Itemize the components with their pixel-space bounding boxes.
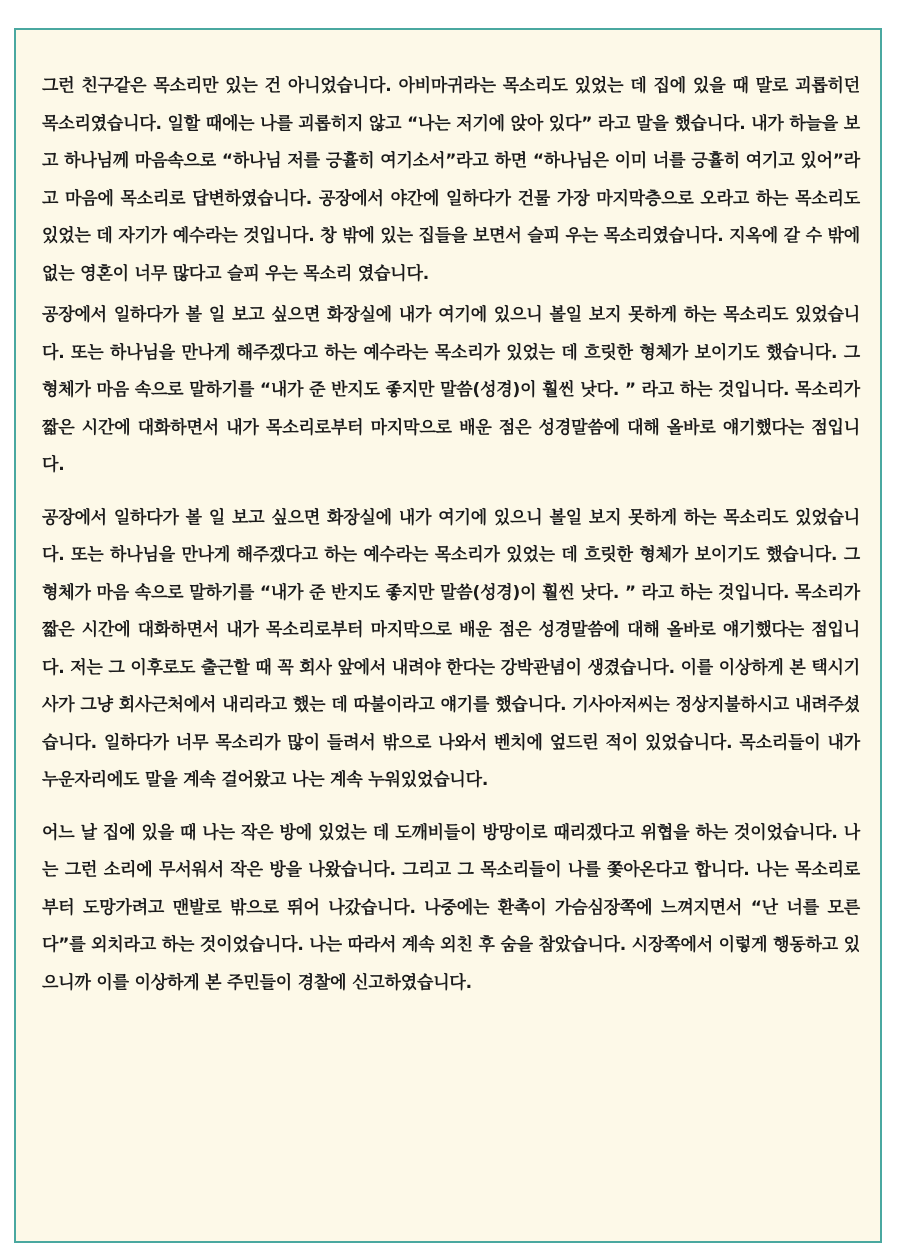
paragraph-4: 어느 날 집에 있을 때 나는 작은 방에 있었는 데 도깨비들이 방망이로 때리겠다고 위협을 하는 것이었습니다. 나는 그런 소리에 무서워서 작은 방을 나왔습니다. 그리고 그 목소리들이 나를 쫓아온다고 합니다. 나는 목소리로부터 도망가려고 맨발로 밖으로 뛰어 나갔습니다. 나중에는 환촉이 가슴심장쪽에 느껴지면서 “난 너를 모른다”를 외치라고 하는 것이었습니다. 나는 따라서 계속 외친 후 숨을 참았습니다. 시장쪽에서 이렇게 행동하고 있으니까 이를 이상하게 본 주민들이 경찰에 신고하였습니다. [42, 822, 860, 993]
paragraph-2: 공장에서 일하다가 볼 일 보고 싶으면 화장실에 내가 여기에 있으니 볼일 보지 못하게 하는 목소리도 있었습니다. 또는 하나님을 만나게 해주겠다고 하는 예수라는 목소리가 있었는 데 흐릿한 형체가 보이기도 했습니다. 그 형체가 마음 속으로 말하기를 “내가 준 반지도 좋지만 말씀(성경)이 훨씬 낫다. ” 라고 하는 것입니다. 목소리가 짧은 시간에 대화하면서 내가 목소리로부터 마지막으로 배운 점은 성경말씀에 대해 올바로 얘기했다는 점입니다. [42, 305, 860, 475]
page-frame [14, 28, 882, 1243]
paragraph-3: 공장에서 일하다가 볼 일 보고 싶으면 화장실에 내가 여기에 있으니 볼일 보지 못하게 하는 목소리도 있었습니다. 또는 하나님을 만나게 해주겠다고 하는 예수라는 목소리가 있었는 데 흐릿한 형체가 보이기도 했습니다. 그 형체가 마음 속으로 말하기를 “내가 준 반지도 좋지만 말씀(성경)이 훨씬 낫다. ” 라고 하는 것입니다. 목소리가 짧은 시간에 대화하면서 내가 목소리로부터 마지막으로 배운 점은 성경말씀에 대해 올바로 얘기했다는 점입니다. 저는 그 이후로도 출근할 때 꼭 회사 앞에서 내려야 한다는 강박관념이 생겼습니다. 이를 이상하게 본 택시기사가 그냥 회사근처에서 내리라고 했는 데 따불이라고 얘기를 했습니다. 기사아저씨는 정상지불하시고 내려주셨습니다. 일하다가 너무 목소리가 많이 들려서 밖으로 나와서 벤치에 엎드린 적이 있었습니다. 목소리들이 내가 누운자리에도 말을 계속 걸어왔고 나는 계속 누워있었습니다. [42, 507, 860, 790]
paragraph-1: 그런 친구같은 목소리만 있는 건 아니었습니다. 아비마귀라는 목소리도 있었는 데 집에 있을 때 말로 괴롭히던 목소리였습니다. 일할 때에는 나를 괴롭히지 않고 “나는 저기에 앉아 있다” 라고 말을 했습니다. 내가 하늘을 보고 하나님께 마음속으로 “하나님 저를 긍휼히 여기소서”라고 하면 “하나님은 이미 너를 긍휼히 여기고 있어”라고 마음에 목소리로 답변하였습니다. 공장에서 야간에 일하다가 건물 가장 마지막층으로 오라고 하는 목소리도 있었는 데 자기가 예수라는 것입니다. 창 밖에 있는 집들을 보면서 슬피 우는 목소리였습니다. 지옥에 갈 수 밖에 없는 영혼이 너무 많다고 슬피 우는 목소리 였습니다. [42, 76, 860, 284]
document-body [42, 68, 860, 1002]
